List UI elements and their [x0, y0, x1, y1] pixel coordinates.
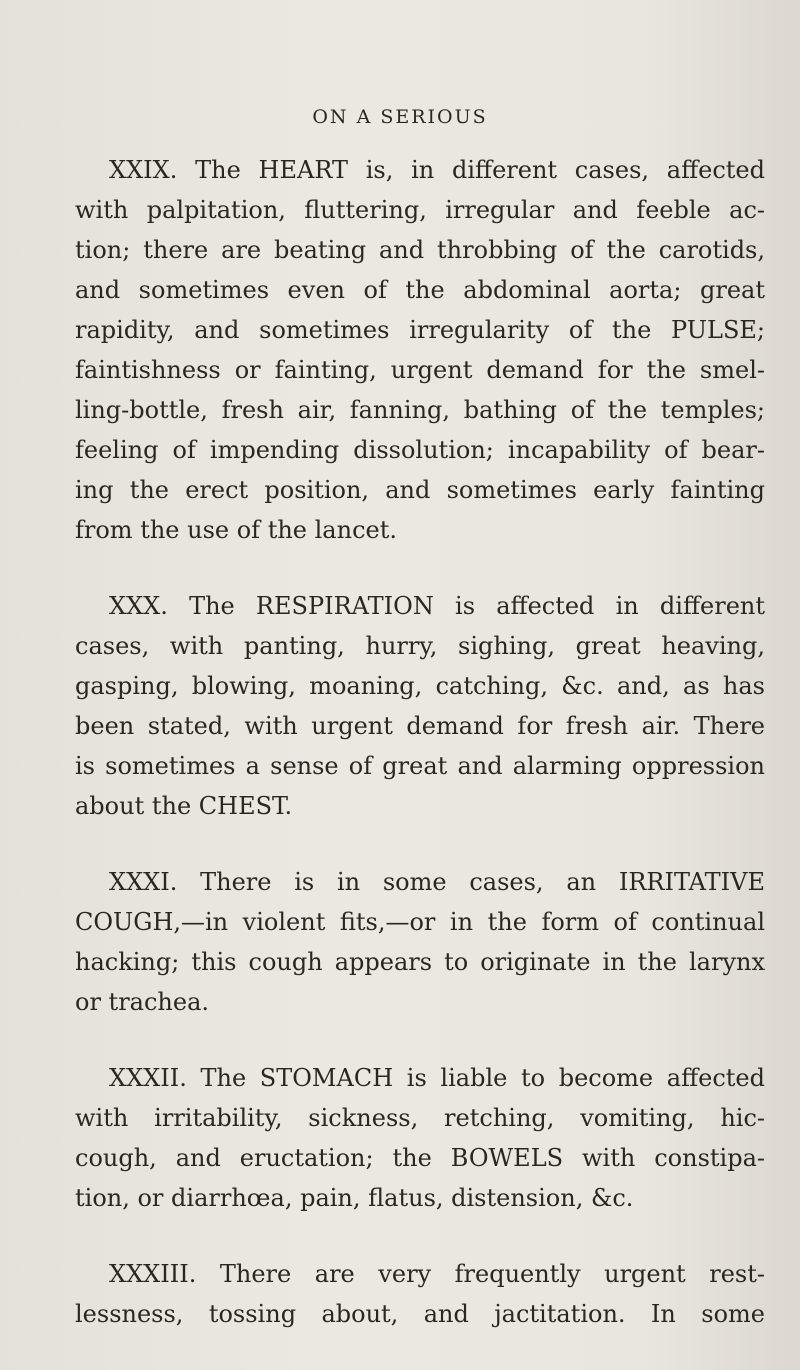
- text-line: COUGH,—in violent fits,—or in the form of continual: [75, 908, 765, 936]
- text-line: cases, with panting, hurry, sighing, great heaving,: [75, 632, 765, 660]
- text-line: XXX. The RESPIRATION is affected in different: [109, 592, 765, 620]
- paragraph-xxix: [75, 150, 765, 550]
- text-line: tion; there are beating and throbbing of the carotids,: [75, 236, 765, 264]
- text-line: XXXII. The STOMACH is liable to become affected: [109, 1064, 765, 1092]
- running-head: ON A SERIOUS: [312, 106, 488, 128]
- text-line: ling-bottle, fresh air, fanning, bathing of the temples;: [75, 396, 765, 424]
- text-line: about the CHEST.: [75, 792, 293, 820]
- text-line: with irritability, sickness, retching, vomiting, hic-: [75, 1104, 765, 1132]
- text-line: and sometimes even of the abdominal aorta; great: [75, 276, 765, 304]
- text-line: feeling of impending dissolution; incapability of bear-: [75, 436, 765, 464]
- text-line: with palpitation, fluttering, irregular and feeble ac-: [75, 196, 765, 224]
- text-line: been stated, with urgent demand for fresh air. There: [75, 712, 765, 740]
- text-line: tion, or diarrhœa, pain, flatus, distension, &c.: [75, 1184, 634, 1212]
- text-line: XXXI. There is in some cases, an IRRITATIVE: [109, 868, 765, 896]
- text-line: cough, and eructation; the BOWELS with constipa-: [75, 1144, 765, 1172]
- text-line: gasping, blowing, moaning, catching, &c. and, as has: [75, 672, 765, 700]
- paragraph-xxx: [75, 586, 765, 826]
- text-line: hacking; this cough appears to originate in the larynx: [75, 948, 765, 976]
- text-line: faintishness or fainting, urgent demand for the smel-: [75, 356, 765, 384]
- text-line: or trachea.: [75, 988, 210, 1016]
- text-line: XXIX. The HEART is, in different cases, affected: [109, 156, 765, 184]
- text-line: lessness, tossing about, and jactitation. In some: [75, 1300, 765, 1328]
- paragraph-xxxiii: [75, 1254, 765, 1334]
- paragraph-xxxii: [75, 1058, 765, 1218]
- text-line: XXXIII. There are very frequently urgent rest-: [109, 1260, 765, 1288]
- text-line: ing the erect position, and sometimes early fainting: [75, 476, 765, 504]
- paragraph-xxxi: [75, 862, 765, 1022]
- text-line: from the use of the lancet.: [75, 516, 397, 544]
- text-line: is sometimes a sense of great and alarming oppression: [75, 752, 765, 780]
- text-line: rapidity, and sometimes irregularity of the PULSE;: [75, 316, 765, 344]
